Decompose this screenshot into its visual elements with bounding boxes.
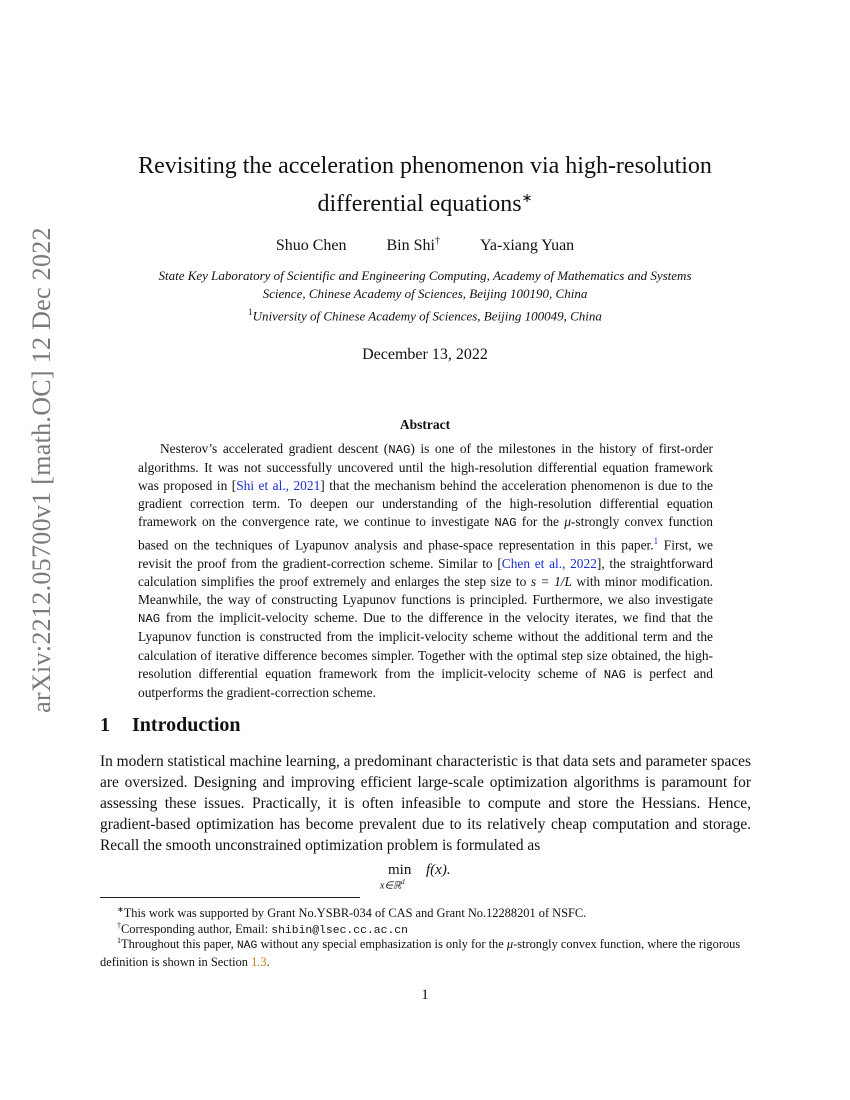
- footnote-1: ∗This work was supported by Grant No.YSBR-034 of CAS and Grant No.12288201 of NSFC.: [117, 905, 587, 921]
- affiliation-line: State Key Laboratory of Scientific and Engineering Computing, Academy of Mathematics and Systems: [158, 268, 692, 283]
- affiliations: [100, 267, 750, 325]
- footnote-3: $^1$Throughout this paper, NAG without any special emphasization is only for the μ-strongly convex function, where the rigorous definition is shown in Section 1.3.: [100, 936, 741, 970]
- abstract-body: Nesterov’s accelerated gradient descent (NAG) is one of the milestones in the history of first-order algorithms. It was not successfully uncovered until the high-resolution differential equation framework was proposed in [Shi et al., 2021] that the mechanism behind the acceleration phenomenon is due to the gradient correction term. To deepen our understanding of the high-resolution differential equation framework on the convergence rate, we continue to investigate NAG for the μ-strongly convex function based on the techniques of Lyapunov analysis and phase-space representation in this paper.$^1$ First, we revisit the proof from the gradient-correction scheme. Similar to [Chen et al., 2022], the straightforward calculation simplifies the proof extremely and enlarges the step size to s = 1/L with minor modification. Meanwhile, the way of constructing Lyapunov functions is principled. Furthermore, we also investigate NAG from the implicit-velocity scheme. Due to the difference in the velocity iterates, we find that the Lyapunov function is constructed from the implicit-velocity scheme without the additional term and the calculation of iterative difference becomes simpler. Together with the optimal step size obtained, the high-resolution differential equation framework from the implicit-velocity scheme of NAG is perfect and outperforms the gradient-correction scheme.: [138, 441, 714, 700]
- paper-title: [100, 150, 750, 220]
- footnote-2: †Corresponding author, Email: shibin@lsec.cc.ac.cn: [117, 921, 408, 938]
- footnote-divider: [100, 897, 360, 898]
- section-heading: 1 Introduction: [100, 714, 241, 736]
- page-number: 1: [421, 987, 429, 1003]
- citation-link-shi[interactable]: Shi et al., 2021: [236, 478, 321, 494]
- title-line-1: Revisiting the acceleration phenomenon via high-resolution: [138, 153, 712, 179]
- equation-subscript: x∈ℝ$^d$: [380, 878, 405, 892]
- affiliation-line: $^1$University of Chinese Academy of Sciences, Beijing 100049, China: [248, 307, 602, 324]
- author: Ya-xiang Yuan: [479, 237, 575, 255]
- optimization-equation: min x∈ℝ$^d$ f(x).: [380, 862, 451, 892]
- title-line-2: differential equations∗: [317, 190, 533, 217]
- section-ref-link[interactable]: 1.3: [251, 955, 267, 970]
- author: Bin Shi†: [386, 236, 440, 255]
- email-address[interactable]: shibin@lsec.cc.ac.cn: [271, 925, 408, 938]
- intro-paragraph: In modern statistical machine learning, a predominant characteristic is that data sets and parameter spaces are oversized. Designing and improving efficient large-scale optimization algorithms is paramount for assessing these issues. Practically, it is often infeasible to compute and store the Hessians. Hence, gradient-based optimization has become prevalent due to its relatively cheap computation and storage. Recall the smooth unconstrained optimization problem is formulated as: [100, 753, 751, 854]
- arxiv-identifier: arXiv:2212.05700v1 [math.OC] 12 Dec 2022: [27, 227, 56, 713]
- affiliation-line: Science, Chinese Academy of Sciences, Beijing 100190, China: [262, 286, 588, 301]
- author-list: [100, 232, 750, 255]
- abstract-heading: Abstract: [399, 417, 451, 432]
- citation-link-chen[interactable]: Chen et al., 2022: [501, 556, 597, 572]
- footnote-link[interactable]: 1: [653, 536, 659, 547]
- paper-date: December 13, 2022: [362, 346, 488, 363]
- author: Shuo Chen: [275, 237, 347, 255]
- title-footnote-mark: ∗: [521, 190, 533, 205]
